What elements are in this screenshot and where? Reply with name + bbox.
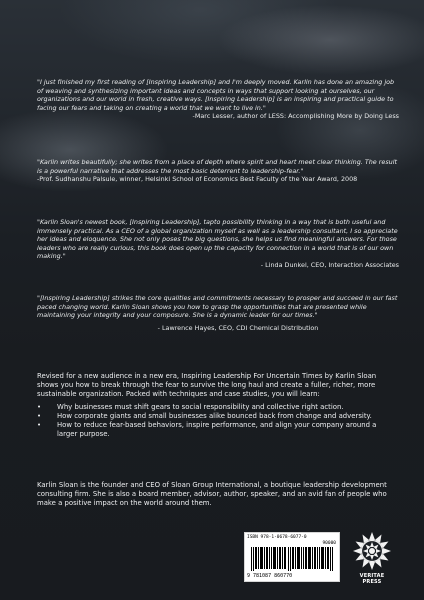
quote-1 (37, 78, 399, 121)
quote-attribution: - Lawrence Hayes, CEO, CDI Chemical Distribution (157, 323, 319, 332)
author-bio: Karlin Sloan is the founder and CEO of Sloan Group International, a boutique leadership development consulting firm. She is also a board member, advisor, author, speaker, and an avid fan of people who make a positive impact on the world around them. (37, 481, 387, 508)
star-seal-icon (350, 530, 394, 572)
quote-attribution: -Prof. Sudhanshu Palsule, winner, Helsinki School of Economics Best Faculty of the Year Award, 2008 (37, 175, 358, 184)
quote-attribution: - Linda Dunkel, CEO, Interaction Associates (260, 260, 399, 269)
quote-text: "[Inspiring Leadership] strikes the core qualities and commitments necessary to prosper and succeed in our fast paced changing world. Karlin Sloan shows you how to grasp the opportunities that are presented while maintaining your integrity and your composure. She is a dynamic leader for our times." (37, 294, 398, 320)
quote-4 (37, 294, 399, 332)
quote-2 (37, 158, 399, 184)
quote-text: "Karlin Sloan's newest book, [Inspiring Leadership], tapto possibility thinking in a way that is both useful and immensely practical. As a CEO of a global organization myself as well as a leadership consultant, I so appreciate her ideas and eloquence. She not only poses the big questions, she helps us find meaningful answers. For those leaders who are really curious, this book does open up the capacity for connection in a world that is of our own making." (37, 218, 398, 261)
list-item: • How to reduce fear-based behaviors, inspire performance, and align your company around a larger purpose. (37, 421, 391, 439)
learning-points-list (37, 403, 391, 439)
ean-number: 9 781087 860770 (247, 573, 293, 579)
list-item: • Why businesses must shift gears to social responsibility and collective right action. (37, 403, 391, 412)
isbn-label: ISBN 978-1-0678-6077-0 (247, 535, 307, 540)
list-item: • How corporate giants and small businesses alike bounced back from change and adversity. (37, 412, 391, 421)
publisher-name: VERITAE PRESS (359, 573, 385, 585)
barcode-icon (251, 547, 333, 571)
publisher-logo (350, 530, 394, 585)
price-code: 90000 (322, 541, 336, 546)
quote-text: "I just finished my first reading of [Inspiring Leadership] and I'm deeply moved. Karlin has done an amazing job of weaving and synthesizing important ideas and concepts in ways that support looking at ourselves, our organizations and our world in fresh, creative ways. [Inspiring Leadership] is an inspiring and practical guide to facing our fears and taking on creating a world that we want to live in." (37, 78, 395, 112)
quote-text: "Karlin writes beautifully; she writes from a place of depth where spirit and heart meet clear thinking. The result is a powerful narrative that addresses the most basic deterrent to leadership-fear." (37, 158, 397, 175)
isbn-barcode (244, 532, 340, 582)
book-description: Revised for a new audience in a new era, Inspiring Leadership For Uncertain Times by Karlin Sloan shows you how to break through the fear to survive the long haul and create a fuller, richer, more sustainable organization. Packed with techniques and case studies, you will learn: (37, 372, 377, 399)
quote-attribution: -Marc Lesser, author of LESS: Accomplishing More by Doing Less (192, 112, 399, 121)
quote-3 (37, 218, 399, 270)
